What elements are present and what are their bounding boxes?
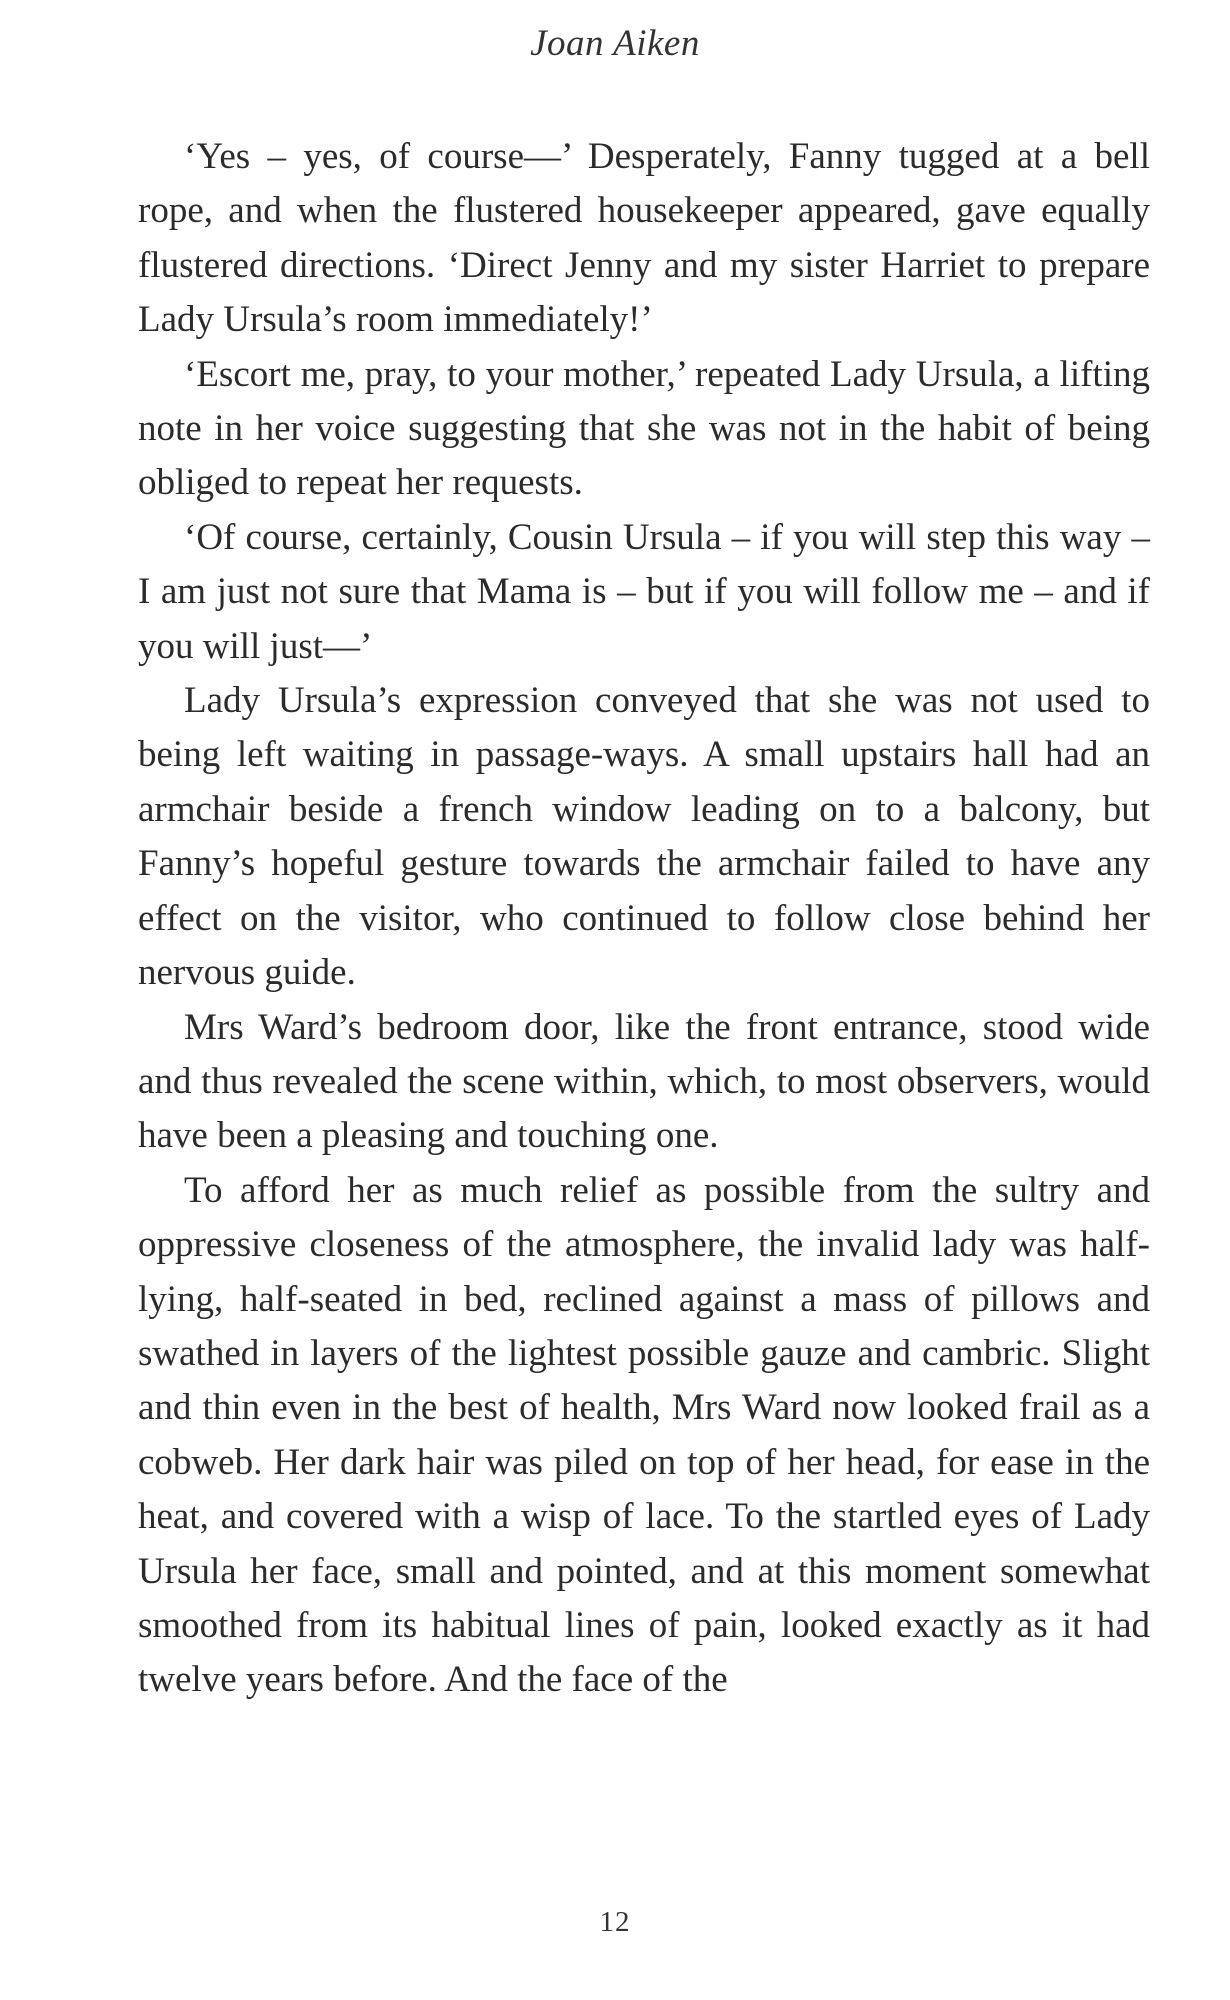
paragraph: To afford her as much relief as possible from the sultry and oppressive closeness of the atmosphere, the invalid lady was half-lying, half-seated in bed, reclined against a mass of pillows and swathed in layers of the lightest possible gauze and cambric. Slight and thin even in the best of health, Mrs Ward now looked frail as a cobweb. Her dark hair was piled on top of her head, for ease in the heat, and covered with a wisp of lace. To the startled eyes of Lady Ursula her face, small and pointed, and at this moment somewhat smoothed from its habitual lines of pain, looked exactly as it had twelve years before. And the face of the — [138, 1169, 1150, 1701]
paragraph: ‘Escort me, pray, to your mother,’ repeated Lady Ursula, a lifting note in her voice suggesting that she was not in the habit of being obliged to repeat her requests. — [138, 353, 1150, 504]
paragraph: ‘Yes – yes, of course—’ Desperately, Fanny tugged at a bell rope, and when the flustered housekeeper appeared, gave equally flustered directions. ‘Direct Jenny and my sister Harriet to prepare Lady Ursula’s room immediately!’ — [138, 136, 1150, 341]
running-head-author: Joan Aiken — [530, 23, 700, 64]
paragraph: Mrs Ward’s bedroom door, like the front entrance, stood wide and thus revealed the scene within, which, to most observers, would have been a pleasing and touching one. — [138, 1006, 1150, 1157]
body-text — [138, 130, 1150, 1708]
paragraph: Lady Ursula’s expression conveyed that she was not used to being left waiting in passage-ways. A small upstairs hall had an armchair beside a french window leading on to a balcony, but Fanny’s hopeful gesture towards the armchair failed to have any effect on the visitor, who continued to follow close behind her nervous guide. — [138, 680, 1150, 994]
page-number: 12 — [599, 1906, 631, 1938]
paragraph: ‘Of course, certainly, Cousin Ursula – if you will step this way – I am just not sure that Mama is – but if you will follow me – and if you will just—’ — [138, 516, 1150, 667]
